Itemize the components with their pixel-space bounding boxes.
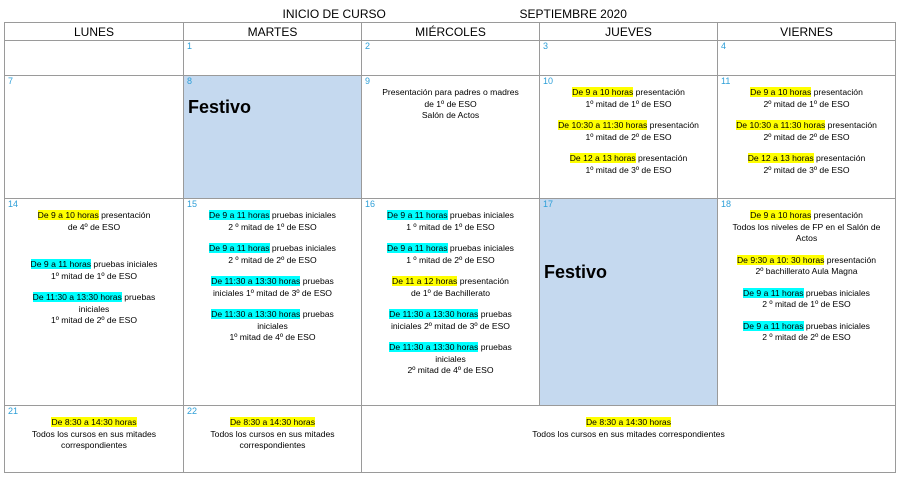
event-group: de 4º de ESO xyxy=(67,221,121,232)
event-time: De 11:30 a 13:30 horas xyxy=(389,309,479,319)
event-desc: pruebas xyxy=(478,309,512,319)
event-desc: presentación xyxy=(635,153,688,163)
event-desc: pruebas xyxy=(478,342,512,352)
event-time: De 8:30 a 14:30 horas xyxy=(229,417,316,427)
event xyxy=(9,210,179,233)
day-number: 1 xyxy=(187,41,193,51)
week-row-4 xyxy=(5,406,896,473)
event-desc: pruebas iniciales xyxy=(91,259,158,269)
weekday-monday: LUNES xyxy=(5,23,184,41)
event-desc: pruebas xyxy=(300,309,334,319)
calendar-title: INICIO DE CURSO xyxy=(282,7,386,21)
event-text: Presentación para padres o madres xyxy=(382,87,519,97)
event-group: 2 º mitad de 1º de ESO xyxy=(228,221,317,232)
event-desc: pruebas iniciales xyxy=(269,243,336,253)
day-cell xyxy=(362,199,540,406)
event-group: 2º mitad de 3º de ESO xyxy=(763,164,850,175)
event-desc: pruebas iniciales xyxy=(803,320,870,331)
day-number: 11 xyxy=(721,76,731,86)
event-group: iniciales xyxy=(435,353,466,364)
event-desc: pruebas xyxy=(300,276,334,286)
event xyxy=(544,87,713,110)
event-group: 2º mitad de 4º de ESO xyxy=(407,365,494,375)
event-time: De 9 a 10 horas xyxy=(750,87,812,97)
event-desc: presentación xyxy=(811,87,863,97)
merged-days-cell xyxy=(362,406,896,473)
event-desc: pruebas xyxy=(121,292,156,302)
event-time: De 8:30 a 14:30 horas xyxy=(51,417,137,427)
event-time: De 12 a 13 horas xyxy=(747,153,814,163)
event-desc: presentación xyxy=(825,120,877,130)
day-number: 8 xyxy=(187,76,193,86)
weekday-friday: VIERNES xyxy=(718,23,896,41)
holiday-label: Festivo xyxy=(188,97,252,117)
event-desc: presentación xyxy=(824,254,877,265)
day-number: 16 xyxy=(365,199,376,209)
event xyxy=(722,120,891,143)
event xyxy=(366,243,535,266)
event-time: De 11:30 a 13:30 horas xyxy=(211,309,301,319)
day-number: 3 xyxy=(543,41,549,51)
day-cell xyxy=(184,199,362,406)
day-cell xyxy=(718,41,896,76)
event-time: De 9 a 10 horas xyxy=(37,210,99,220)
day-number: 7 xyxy=(8,76,14,86)
event-desc: pruebas iniciales xyxy=(269,210,336,220)
event-group: iniciales xyxy=(257,320,288,331)
event-group: iniciales 2º mitad de 3º de ESO xyxy=(390,320,510,331)
event-group: 1º mitad de 2º de ESO xyxy=(585,131,672,142)
event-group: de 1º de Bachillerato xyxy=(410,287,491,298)
event-time: De 9 a 11 horas xyxy=(387,210,448,220)
event-time: De 9 a 11 horas xyxy=(387,243,448,253)
event xyxy=(362,417,895,440)
event-desc: Todos los cursos en sus mitades correspondientes xyxy=(532,428,725,439)
day-number: 10 xyxy=(543,76,554,86)
day-number: 17 xyxy=(543,199,554,209)
day-number: 15 xyxy=(187,199,198,209)
event-desc: Todos los cursos en sus mitades xyxy=(210,428,335,439)
event xyxy=(184,417,361,452)
event-time: De 10:30 a 11:30 horas xyxy=(736,120,826,130)
event-time: De 9 a 11 horas xyxy=(743,320,804,331)
holiday-cell xyxy=(184,76,362,199)
day-number: 14 xyxy=(8,199,19,209)
event xyxy=(722,210,891,245)
event-time: De 9:30 a 10: 30 horas xyxy=(736,254,825,265)
day-cell xyxy=(362,41,540,76)
day-cell xyxy=(5,406,184,473)
event xyxy=(366,276,535,299)
event-group: 1 º mitad de 1º de ESO xyxy=(406,221,495,232)
event-time: De 11:30 a 13:30 horas xyxy=(389,342,479,352)
event xyxy=(9,292,179,327)
event xyxy=(544,153,713,176)
week-row-2 xyxy=(5,76,896,199)
event xyxy=(366,210,535,233)
event-time: De 9 a 11 horas xyxy=(30,259,92,269)
event-time: De 8:30 a 14:30 horas xyxy=(585,417,672,427)
event-desc: pruebas iniciales xyxy=(803,287,870,298)
day-number: 9 xyxy=(365,76,371,86)
event xyxy=(9,259,179,282)
event-desc: pruebas iniciales xyxy=(447,243,514,253)
event-desc: correspondientes xyxy=(61,440,127,450)
day-number: 21 xyxy=(8,406,19,416)
event xyxy=(188,276,357,299)
day-cell xyxy=(184,406,362,473)
event-group: iniciales xyxy=(78,303,110,314)
week-row-1 xyxy=(5,41,896,76)
day-cell xyxy=(540,41,718,76)
event-time: De 12 a 13 horas xyxy=(569,153,636,163)
day-cell xyxy=(5,199,184,406)
event-desc: presentación xyxy=(633,87,685,97)
day-cell xyxy=(5,76,184,199)
event-group: Todos los niveles de FP en el Salón de xyxy=(732,221,881,232)
day-cell xyxy=(362,76,540,199)
day-cell xyxy=(184,41,362,76)
day-number: 22 xyxy=(187,406,198,416)
calendar-table xyxy=(4,7,896,473)
event-time: De 11:30 a 13:30 horas xyxy=(211,276,301,286)
event-group: 1º mitad de 4º de ESO xyxy=(229,332,316,342)
event xyxy=(366,342,535,377)
event-desc: pruebas iniciales xyxy=(447,210,514,220)
weekday-tuesday: MARTES xyxy=(184,23,362,41)
holiday-cell xyxy=(540,199,718,406)
weekday-header-row xyxy=(5,23,896,41)
event xyxy=(188,309,357,344)
day-cell-empty xyxy=(5,41,184,76)
event-time: De 9 a 11 horas xyxy=(209,210,270,220)
event-group: 2 º mitad de 2º de ESO xyxy=(762,332,851,342)
event-time: De 9 a 11 horas xyxy=(743,287,804,298)
event-group: 2º mitad de 1º de ESO xyxy=(763,98,850,109)
event-desc: Todos los cursos en sus mitades xyxy=(31,428,157,439)
event-text: Salón de Actos xyxy=(421,110,480,120)
event xyxy=(722,87,891,110)
event-group: iniciales 1º mitad de 3º de ESO xyxy=(212,287,332,298)
event-time: De 9 a 10 horas xyxy=(750,210,812,220)
event-group: 1 º mitad de 2º de ESO xyxy=(406,254,495,265)
event-time: De 11 a 12 horas xyxy=(392,276,458,286)
event-time: De 10:30 a 11:30 horas xyxy=(558,120,648,130)
event-group: 2º bachillerato Aula Magna xyxy=(755,266,858,276)
event-group: 2º mitad de 2º de ESO xyxy=(763,131,850,142)
event-time: De 9 a 10 horas xyxy=(572,87,634,97)
event-group: 1º mitad de 3º de ESO xyxy=(585,164,672,175)
day-number: 18 xyxy=(721,199,732,209)
event-group: Actos xyxy=(795,233,818,243)
event-desc: presentación xyxy=(647,120,699,130)
calendar-month: SEPTIEMBRE 2020 xyxy=(519,7,627,21)
event-desc: presentación xyxy=(98,210,151,220)
event-desc: presentación xyxy=(811,210,863,220)
event xyxy=(722,255,891,278)
event xyxy=(188,210,357,233)
day-number: 4 xyxy=(721,41,727,51)
event-time: De 9 a 11 horas xyxy=(209,243,270,253)
event-desc: presentación xyxy=(457,276,509,286)
event xyxy=(188,243,357,266)
event xyxy=(722,288,891,311)
title-row xyxy=(5,7,896,23)
event-text: de 1º de ESO xyxy=(424,98,477,109)
event-desc: correspondientes xyxy=(239,440,306,450)
event-group: 1º mitad de 1º de ESO xyxy=(50,270,138,281)
day-cell xyxy=(718,199,896,406)
event xyxy=(722,321,891,344)
day-cell xyxy=(718,76,896,199)
day-cell xyxy=(540,76,718,199)
weekday-wednesday: MIÉRCOLES xyxy=(362,23,540,41)
week-row-3 xyxy=(5,199,896,406)
event-group: 2 º mitad de 1º de ESO xyxy=(762,299,851,309)
event xyxy=(544,120,713,143)
event-group: 2 º mitad de 2º de ESO xyxy=(228,254,317,265)
event-desc: presentación xyxy=(813,153,866,163)
event-group: 1º mitad de 1º de ESO xyxy=(585,98,672,109)
holiday-label: Festivo xyxy=(544,262,608,282)
day-number: 2 xyxy=(365,41,371,51)
event xyxy=(366,309,535,332)
event-time: De 11:30 a 13:30 horas xyxy=(32,292,122,302)
event xyxy=(5,417,183,452)
event-group: 1º mitad de 2º de ESO xyxy=(50,315,138,325)
event xyxy=(722,153,891,176)
weekday-thursday: JUEVES xyxy=(540,23,718,41)
